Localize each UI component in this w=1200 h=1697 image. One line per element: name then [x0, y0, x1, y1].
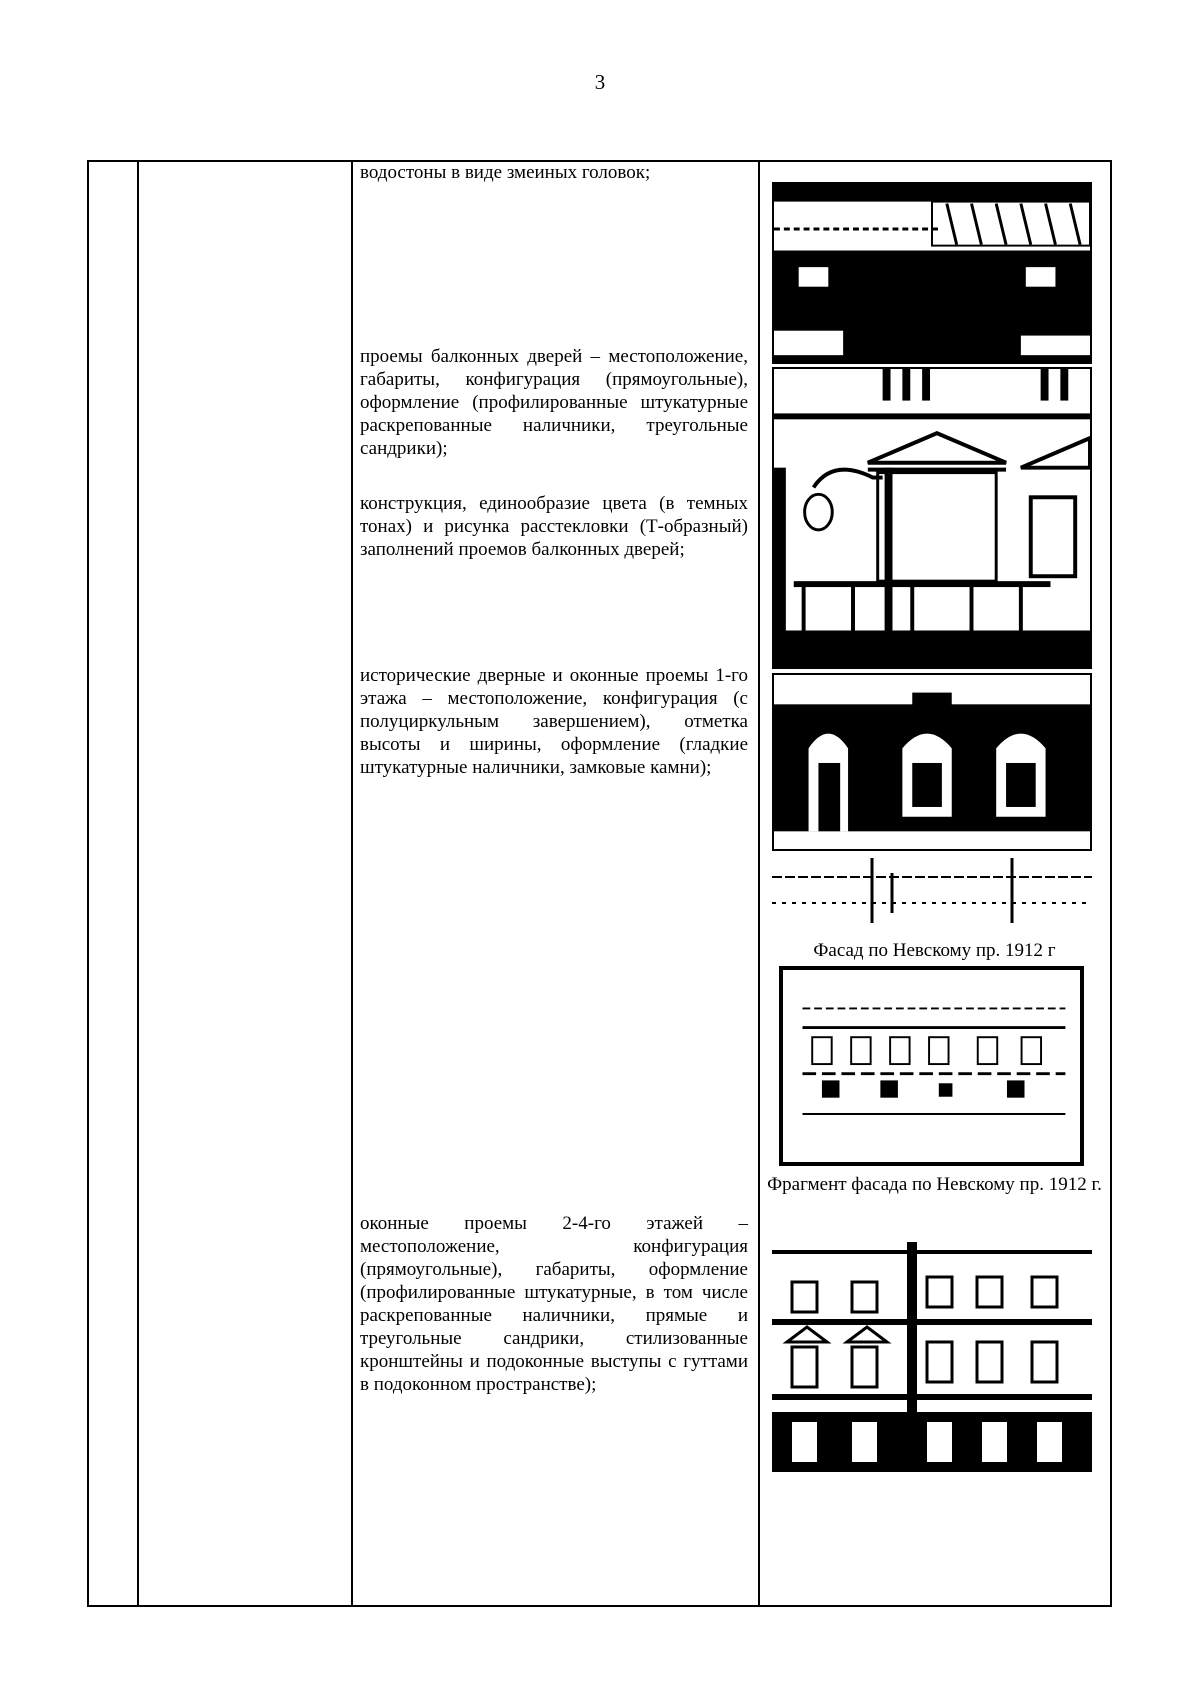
photo-upper-floors: [772, 1222, 1092, 1472]
photo-facade-1912: [772, 853, 1092, 931]
table-cell-text: конструкция, единообразие цвета (в темных тонах) и рисунка расстекловки (Т-образный) заполнений проемов балконных дверей;: [360, 493, 748, 560]
table-cell-text: проемы балконных дверей – местоположение, габариты, конфигурация (прямоугольные), оформление (профилированные штукатурные раскрепованные наличники, треугольные сандрики);: [360, 346, 748, 459]
photo-balcony: [772, 367, 1092, 669]
table-cell-text: водостоны в виде змеиных головок;: [360, 162, 651, 183]
column-divider: [758, 162, 760, 1605]
photo-ground-floor-arches: [772, 673, 1092, 851]
column-divider: [351, 162, 353, 1605]
photo-fragment-1912: [779, 966, 1084, 1166]
caption-fragment-1912: Фрагмент фасада по Невскому пр. 1912 г.: [767, 1174, 1102, 1195]
table-cell-text: исторические дверные и оконные проемы 1-го этажа – местоположение, конфигурация (с полуциркульным завершением), отметка высоты и ширины, оформление (гладкие штукатурные наличники, замковые камни);: [360, 665, 748, 778]
photo-drain-spouts: [772, 182, 1092, 364]
column-divider: [137, 162, 139, 1605]
page-number: 3: [594, 70, 606, 94]
table: [87, 160, 1112, 1607]
table-cell-text: оконные проемы 2-4-го этажей – местоположение, конфигурация (прямоугольные), габариты, оформление (профилированные штукатурные, в том числе раскрепованные наличники, прямые и треугольные сандрики, стилизованные кронштейны и подоконные выступы с гуттами в подоконном пространстве);: [360, 1213, 748, 1395]
caption-facade-1912: Фасад по Невскому пр. 1912 г: [813, 940, 1056, 961]
